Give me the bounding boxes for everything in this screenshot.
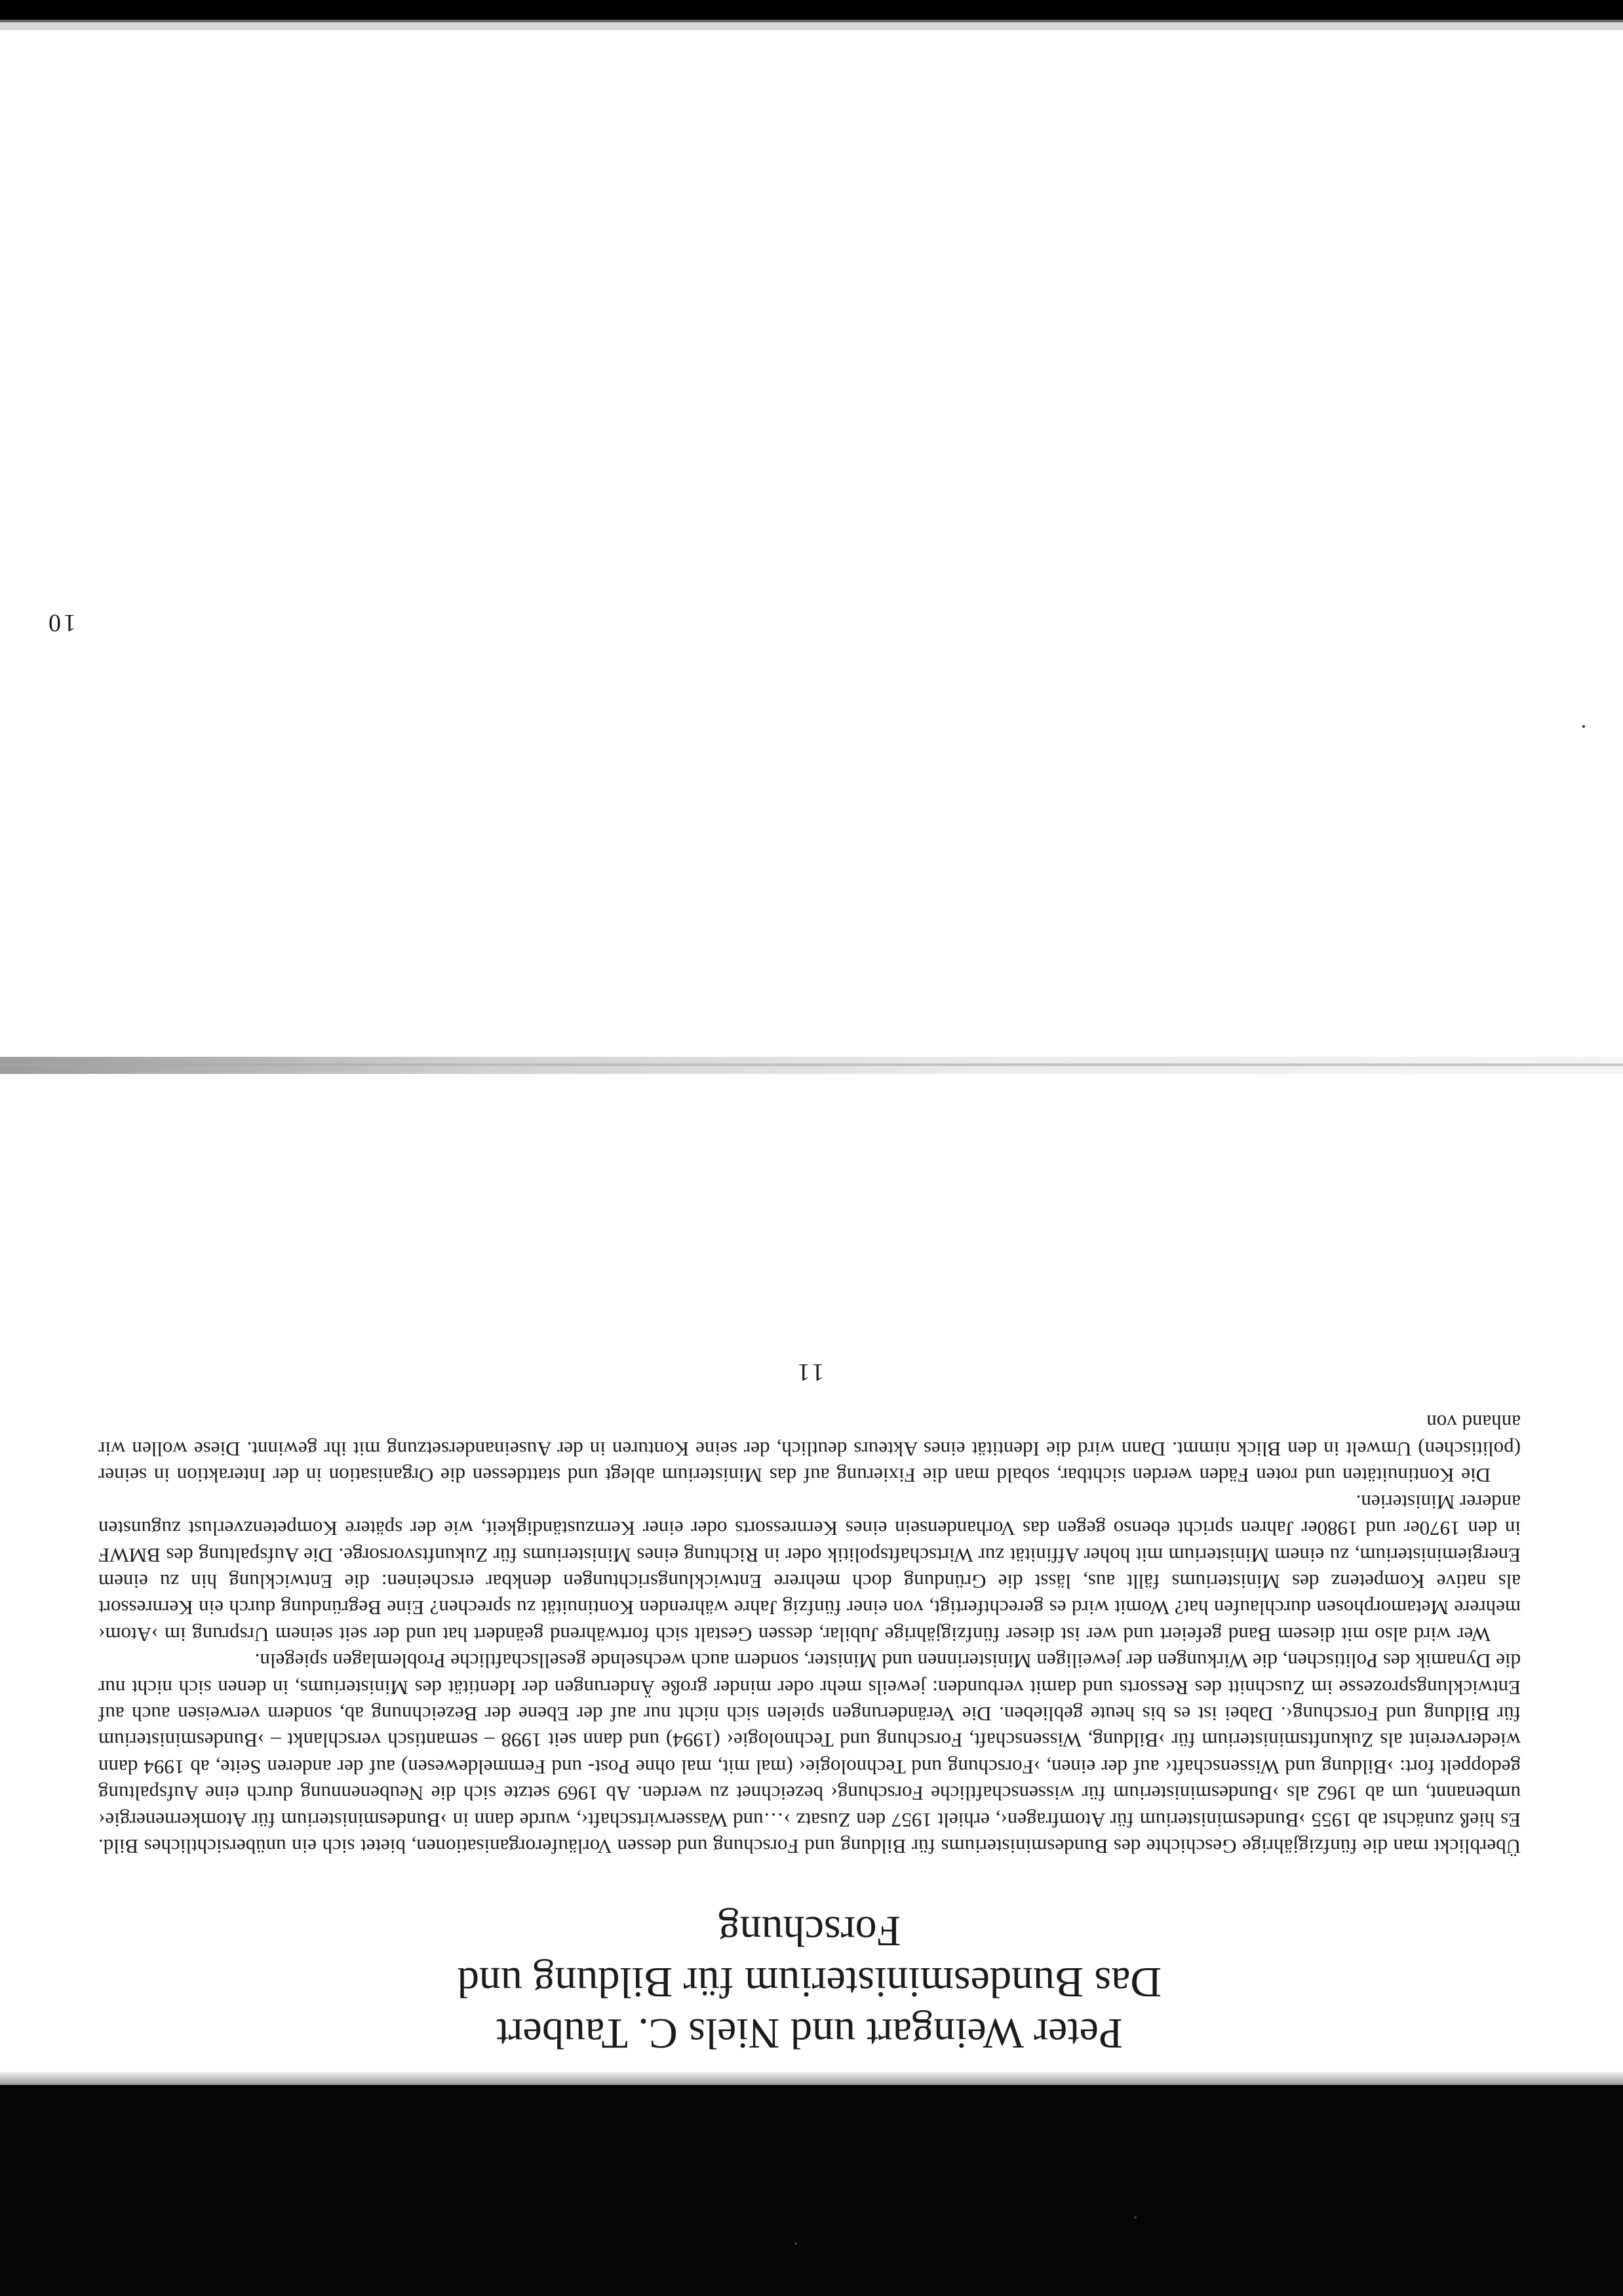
article-heading (98, 1905, 1521, 2059)
article-authors: Peter Weingart und Niels C. Taubert (496, 2009, 1123, 2057)
article-body (98, 1409, 1521, 1859)
left-page-number: 10 (46, 609, 76, 637)
page-bottom-shadow (0, 2072, 1623, 2085)
article-paragraph: Wer wird also mit diesem Band gefeiert und wer ist dieser fünfzigjährige Jubilar, dessen Gestalt sich fortwährend geändert hat und der seit seinem Ursprung im ›Atom‹ mehrere Metamorphosen durchlaufen hat? Womit wird es gerechtfertigt, von einer fünfzig Jahre währenden Kontinuität zu sprechen? Eine Begründung durch ein Kernressort als native Kompetenz des Ministeriums fällt aus, lässt die Gründung doch mehrere Entwicklungsrichtungen denkbar erscheinen: die Entwicklung hin zu einem Energieministerium, zu einem Ministerium mit hoher Affinität zur Wirtschaftspolitik oder in Richtung eines Ministeriums für Zukunftsvorsorge. Die Aufspaltung des BMWF in den 1970er und 1980er Jahren spricht ebenso gegen das Vorhandensein eines Kernressorts oder einer Kernzuständigkeit, wie der spätere Kompetenzverlust zugunsten anderer Ministerien. (98, 1490, 1521, 1646)
dust-speck (1134, 2216, 1137, 2219)
article-title-line-2: Forschung (718, 1907, 901, 1955)
dust-speck (1582, 725, 1585, 728)
article-paragraph: Überblickt man die fünfzigjährige Geschichte des Bundesministeriums für Bildung und Forschung und dessen Vorläuferorganisationen, bietet sich ein unübersichtliches Bild. Es hieß zunächst ab 1955 ›Bundesministerium für Atomfragen‹, erhielt 1957 den Zusatz ›…und Wasserwirtschaft‹, wurde dann in ›Bundesministerium für Atomkernenergie‹ umbenannt, um ab 1962 als ›Bundesministerium für wissenschaftliche Forschung‹ bezeichnet zu werden. Ab 1969 setzte sich die Neubenennung durch eine Aufspaltung gedoppelt fort: ›Bildung und Wissenschaft‹ auf der einen, ›Forschung und Technologie‹ (mal mit, mal ohne Post- und Fernmeldewesen) auf der anderen Seite, ab 1994 dann wiedervereint als Zukunftsministerium für ›Bildung, Wissenschaft, Forschung und Technologie‹ (1994) und dann seit 1998 – semantisch verschlankt – ›Bundesministerium für Bildung und Forschung‹. Dabei ist es bis heute geblieben. Die Veränderungen spielen sich nicht nur auf der Ebene der Bezeichnung ab, sondern verweisen auch auf Entwicklungsprozesse im Zuschnitt des Ressorts und damit verbunden: jeweils mehr oder minder große Änderungen der Identität des Ministeriums, in denen sich nicht nur die Dynamik des Politischen, die Wirkungen der jeweiligen Ministerinnen und Minister, sondern auch wechselnde gesellschaftliche Problemlagen spiegeln. (98, 1650, 1521, 1858)
article-paragraph: Die Kontinuitäten und roten Fäden werden sichtbar, sobald man die Fixierung auf das Ministerium ablegt und stattdessen die Organisation in der Interaktion in seiner (politischen) Umwelt in den Blick nimmt. Dann wird die Identität eines Akteurs deutlich, der seine Konturen in der Auseinandersetzung mit ihr gewinnt. Diese wollen wir anhand von (98, 1411, 1521, 1488)
article-title-line-1: Das Bundesministerium für Bildung und (457, 1958, 1162, 2006)
right-page-number: 11 (794, 1358, 825, 1387)
book-fold-gutter (0, 1057, 1623, 1074)
dust-speck (794, 2242, 797, 2245)
article-page-rotated (98, 1154, 1521, 2059)
scanner-bed-background (0, 2085, 1623, 2296)
scan-top-edge (0, 0, 1623, 30)
